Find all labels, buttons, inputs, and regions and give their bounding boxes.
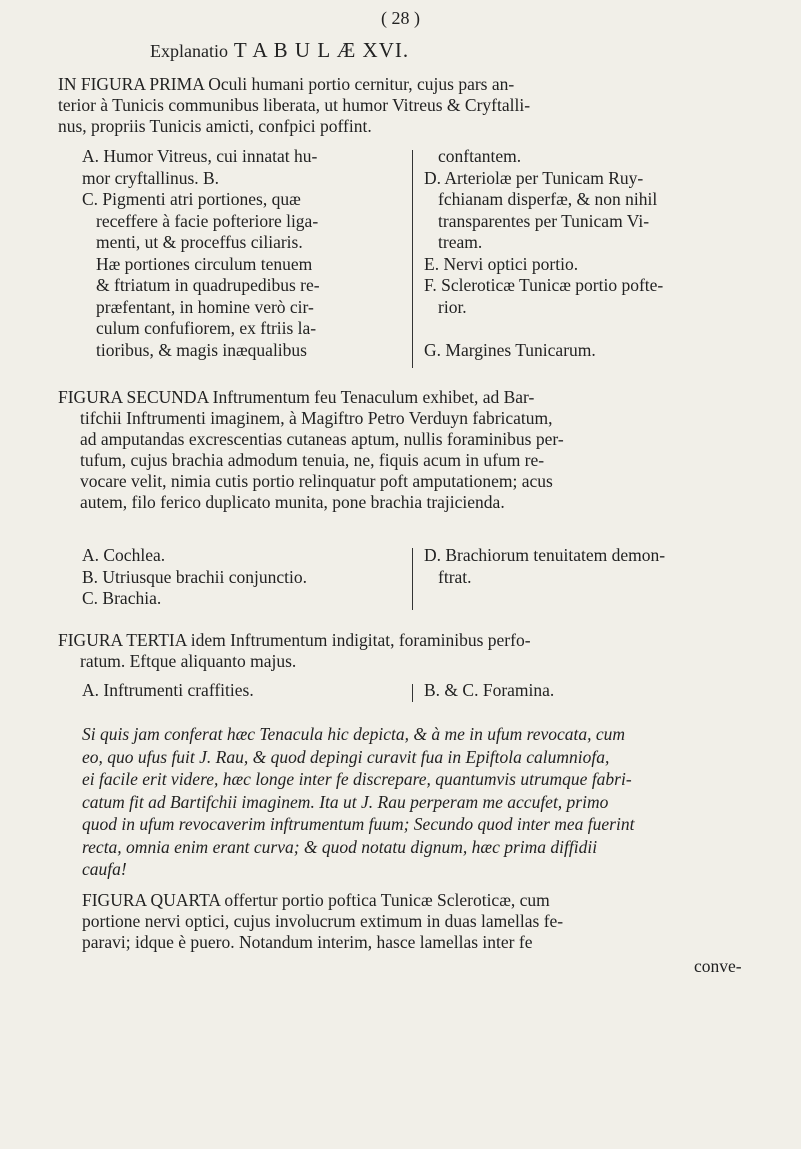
catchword: conve- bbox=[694, 956, 742, 976]
figura-quarta-text bbox=[82, 890, 772, 953]
figura-secunda-legend-left bbox=[82, 545, 402, 610]
figura-tertia-legend-left bbox=[82, 680, 402, 702]
legend-line: A. Cochlea. bbox=[82, 545, 166, 565]
legend-line: tream. bbox=[438, 232, 483, 252]
legend-line: tioribus, & magis inæqualibus bbox=[96, 339, 307, 360]
text-line: vocare velit, nimia cutis portio relinquatur poft amputationem; acus bbox=[80, 471, 553, 491]
figura-tertia-text bbox=[58, 630, 770, 672]
legend-line: B. & C. Foramina. bbox=[424, 680, 555, 700]
text-line: nus, propriis Tunicis amicti, confpici poffint. bbox=[58, 116, 372, 136]
text-line: terior à Tunicis communibus liberata, ut humor Vitreus & Cryftalli- bbox=[58, 95, 531, 115]
legend-line: A. Inftrumenti craffities. bbox=[82, 680, 254, 700]
legend-line: F. Scleroticæ Tunicæ portio pofte- bbox=[424, 275, 664, 295]
text-line: paravi; idque è puero. Notandum interim, hasce lamellas inter fe bbox=[82, 932, 533, 952]
text-line: tufum, cujus brachia admodum tenuia, ne, fiquis acum in ufum re- bbox=[80, 450, 545, 470]
legend-line: ftrat. bbox=[438, 566, 472, 587]
legend-line: transparentes per Tunicam Vi- bbox=[438, 210, 650, 231]
figura-tertia-legend-right bbox=[424, 680, 774, 702]
legend-line: B. Utriusque brachii conjunctio. bbox=[82, 566, 308, 587]
legend-line: C. Brachia. bbox=[82, 588, 162, 608]
text-line: FIGURA TERTIA idem Inftrumentum indigitat, foraminibus perfo- bbox=[58, 630, 531, 650]
legend-line: culum confufiorem, ex ftriis la- bbox=[96, 318, 317, 338]
text-line: eo, quo ufus fuit J. Rau, & quod depingi curavit fua in Epiftola calumniofa, bbox=[82, 746, 610, 767]
figura-secunda-text bbox=[58, 387, 770, 513]
legend-line bbox=[424, 318, 774, 340]
page-number: ( 28 ) bbox=[381, 8, 420, 28]
legend-line: A. Humor Vitreus, cui innatat hu- bbox=[82, 146, 318, 166]
figura-prima-legend-left bbox=[82, 146, 402, 361]
text-line: FIGURA SECUNDA Inftrumentum feu Tenaculum exhibet, ad Bar- bbox=[58, 387, 535, 407]
text-line: caufa! bbox=[82, 859, 127, 879]
legend-line: rior. bbox=[438, 296, 467, 317]
legend-line: Hæ portiones circulum tenuem bbox=[96, 253, 313, 274]
legend-line: D. Arteriolæ per Tunicam Ruy- bbox=[424, 167, 644, 188]
text-line: Si quis jam conferat hæc Tenacula hic depicta, & à me in ufum revocata, cum bbox=[82, 724, 626, 744]
text-line: autem, filo ferico duplicato munita, pone brachia trajicienda. bbox=[80, 492, 505, 512]
legend-line: E. Nervi optici portio. bbox=[424, 253, 579, 274]
text-line: ei facile erit videre, hæc longe inter fe discrepare, quantumvis utrumque fabri- bbox=[82, 769, 632, 789]
legend-line: & ftriatum in quadrupedibus re- bbox=[96, 275, 320, 295]
figura-prima-intro bbox=[58, 74, 770, 137]
page-heading bbox=[150, 38, 409, 63]
column-divider bbox=[412, 684, 413, 702]
legend-line: receffere à facie pofteriore liga- bbox=[96, 210, 319, 231]
text-line: tifchii Inftrumenti imaginem, à Magiftro Petro Verduyn fabricatum, bbox=[80, 408, 553, 428]
column-divider bbox=[412, 150, 413, 368]
figura-prima-legend-right bbox=[424, 146, 774, 361]
column-divider bbox=[412, 548, 413, 610]
legend-line: mor cryftallinus. B. bbox=[82, 167, 220, 188]
text-line: recta, omnia enim erant curva; & quod notatu dignum, hæc prima diffidii bbox=[82, 836, 598, 857]
text-line: catum fit ad Bartifchii imaginem. Ita ut J. Rau perperam me accufet, primo bbox=[82, 791, 609, 812]
figura-secunda-legend-right bbox=[424, 545, 774, 588]
text-line: ad amputandas excrescentias cutaneas aptum, nullis foraminibus per- bbox=[80, 429, 564, 449]
heading-title: T A B U L Æ XVI. bbox=[233, 38, 410, 62]
legend-line: conftantem. bbox=[438, 146, 522, 166]
text-line: quod in ufum revocaverim inftrumentum fuum; Secundo quod inter mea fuerint bbox=[82, 814, 635, 834]
legend-line: menti, ut & proceffus ciliaris. bbox=[96, 232, 303, 252]
legend-line: D. Brachiorum tenuitatem demon- bbox=[424, 545, 666, 565]
text-line: IN FIGURA PRIMA Oculi humani portio cernitur, cujus pars an- bbox=[58, 74, 515, 94]
text-line: FIGURA QUARTA offertur portio poftica Tunicæ Scleroticæ, cum bbox=[82, 890, 550, 910]
legend-line: G. Margines Tunicarum. bbox=[424, 339, 596, 360]
italic-commentary bbox=[82, 723, 772, 881]
legend-line: C. Pigmenti atri portiones, quæ bbox=[82, 189, 301, 209]
text-line: portione nervi optici, cujus involucrum extimum in duas lamellas fe- bbox=[82, 911, 564, 931]
legend-line: fchianam disperfæ, & non nihil bbox=[438, 189, 658, 209]
legend-line: præfentant, in homine verò cir- bbox=[96, 296, 314, 317]
heading-prefix: Explanatio bbox=[150, 41, 228, 61]
text-line: ratum. Eftque aliquanto majus. bbox=[80, 651, 297, 671]
